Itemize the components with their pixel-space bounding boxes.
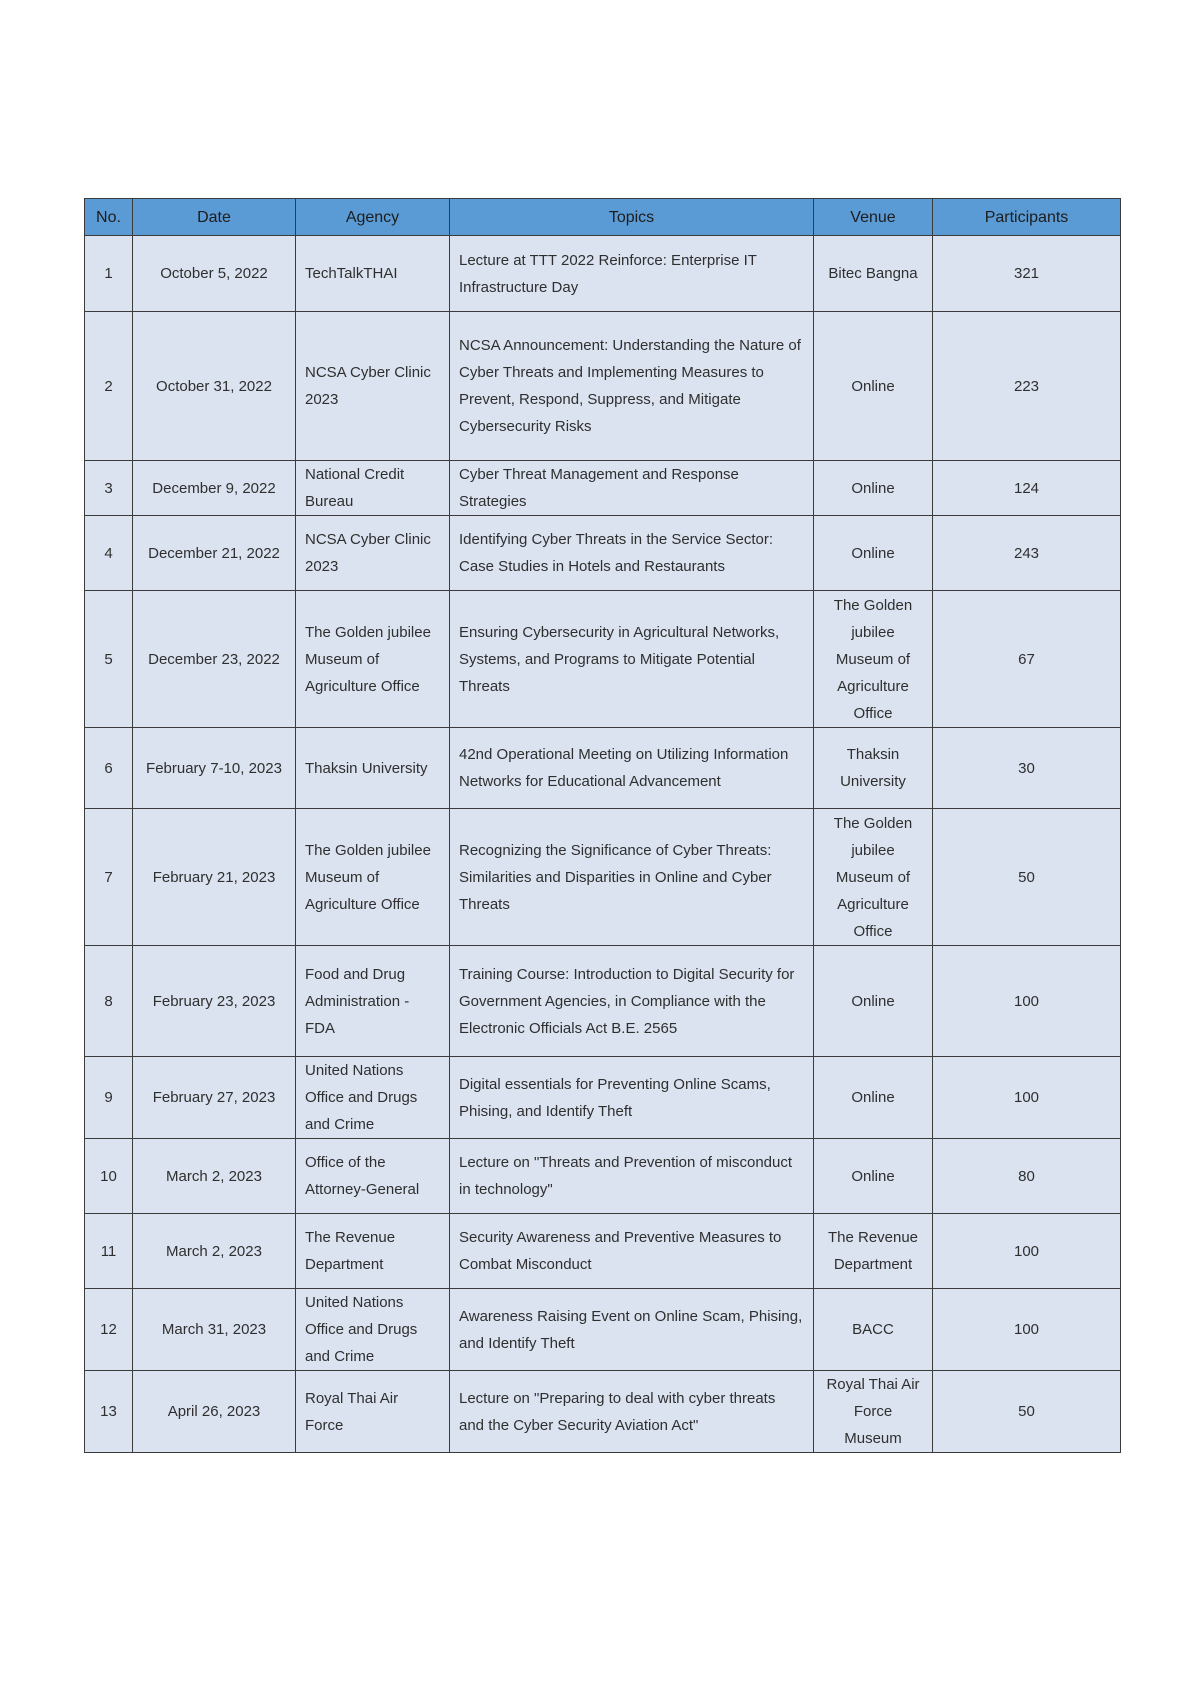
cell-topic: Training Course: Introduction to Digital Security for Government Agencies, in Compliance with the Electronic Officials Act B.E. 2565 xyxy=(450,946,814,1057)
cell-agency: Thaksin University xyxy=(296,728,450,809)
cell-participants: 243 xyxy=(933,516,1121,591)
cell-venue: The Revenue Department xyxy=(814,1214,933,1289)
cell-venue: Royal Thai Air Force Museum xyxy=(814,1371,933,1453)
cell-topic: Ensuring Cybersecurity in Agricultural Networks, Systems, and Programs to Mitigate Potential Threats xyxy=(450,591,814,728)
cell-topic: Lecture on "Preparing to deal with cyber threats and the Cyber Security Aviation Act" xyxy=(450,1371,814,1453)
cell-venue: Bitec Bangna xyxy=(814,236,933,312)
table-row xyxy=(85,236,1121,312)
cell-agency: The Golden jubilee Museum of Agriculture Office xyxy=(296,591,450,728)
cell-participants: 321 xyxy=(933,236,1121,312)
table-row xyxy=(85,1214,1121,1289)
header-no: No. xyxy=(85,199,133,236)
cell-topic: Identifying Cyber Threats in the Service Sector: Case Studies in Hotels and Restaurants xyxy=(450,516,814,591)
table-row xyxy=(85,728,1121,809)
cell-topic: 42nd Operational Meeting on Utilizing Information Networks for Educational Advancement xyxy=(450,728,814,809)
header-topics: Topics xyxy=(450,199,814,236)
cell-no: 6 xyxy=(85,728,133,809)
cell-venue: Thaksin University xyxy=(814,728,933,809)
table-row xyxy=(85,946,1121,1057)
cell-no: 12 xyxy=(85,1289,133,1371)
cell-venue: Online xyxy=(814,516,933,591)
cell-date: March 31, 2023 xyxy=(133,1289,296,1371)
table-row xyxy=(85,516,1121,591)
cell-agency: NCSA Cyber Clinic 2023 xyxy=(296,312,450,461)
cell-participants: 124 xyxy=(933,461,1121,516)
events-table xyxy=(84,198,1121,1453)
cell-date: February 27, 2023 xyxy=(133,1057,296,1139)
cell-venue: Online xyxy=(814,312,933,461)
cell-agency: United Nations Office and Drugs and Crime xyxy=(296,1289,450,1371)
cell-venue: Online xyxy=(814,461,933,516)
cell-agency: NCSA Cyber Clinic 2023 xyxy=(296,516,450,591)
cell-no: 5 xyxy=(85,591,133,728)
cell-date: February 7-10, 2023 xyxy=(133,728,296,809)
cell-no: 4 xyxy=(85,516,133,591)
cell-topic: Cyber Threat Management and Response Strategies xyxy=(450,461,814,516)
cell-topic: Lecture on "Threats and Prevention of misconduct in technology" xyxy=(450,1139,814,1214)
table-row xyxy=(85,1057,1121,1139)
cell-date: December 23, 2022 xyxy=(133,591,296,728)
cell-topic: Awareness Raising Event on Online Scam, Phising, and Identify Theft xyxy=(450,1289,814,1371)
cell-date: October 31, 2022 xyxy=(133,312,296,461)
cell-date: March 2, 2023 xyxy=(133,1214,296,1289)
cell-agency: The Revenue Department xyxy=(296,1214,450,1289)
cell-topic: Security Awareness and Preventive Measures to Combat Misconduct xyxy=(450,1214,814,1289)
cell-participants: 67 xyxy=(933,591,1121,728)
table-row xyxy=(85,1371,1121,1453)
cell-participants: 80 xyxy=(933,1139,1121,1214)
header-agency: Agency xyxy=(296,199,450,236)
cell-date: March 2, 2023 xyxy=(133,1139,296,1214)
cell-topic: Recognizing the Significance of Cyber Threats: Similarities and Disparities in Online and Cyber Threats xyxy=(450,809,814,946)
header-venue: Venue xyxy=(814,199,933,236)
table-header-row xyxy=(85,199,1121,236)
cell-participants: 100 xyxy=(933,1057,1121,1139)
cell-participants: 100 xyxy=(933,946,1121,1057)
cell-participants: 223 xyxy=(933,312,1121,461)
cell-no: 7 xyxy=(85,809,133,946)
cell-date: December 9, 2022 xyxy=(133,461,296,516)
cell-agency: United Nations Office and Drugs and Crime xyxy=(296,1057,450,1139)
cell-venue: BACC xyxy=(814,1289,933,1371)
cell-no: 3 xyxy=(85,461,133,516)
table-row xyxy=(85,312,1121,461)
cell-no: 9 xyxy=(85,1057,133,1139)
cell-date: October 5, 2022 xyxy=(133,236,296,312)
cell-topic: NCSA Announcement: Understanding the Nature of Cyber Threats and Implementing Measures to Prevent, Respond, Suppress, and Mitigate Cybersecurity Risks xyxy=(450,312,814,461)
cell-no: 13 xyxy=(85,1371,133,1453)
cell-date: December 21, 2022 xyxy=(133,516,296,591)
header-participants: Participants xyxy=(933,199,1121,236)
cell-no: 2 xyxy=(85,312,133,461)
cell-topic: Lecture at TTT 2022 Reinforce: Enterprise IT Infrastructure Day xyxy=(450,236,814,312)
cell-participants: 100 xyxy=(933,1289,1121,1371)
cell-venue: The Golden jubilee Museum of Agriculture Office xyxy=(814,809,933,946)
cell-participants: 100 xyxy=(933,1214,1121,1289)
table-row xyxy=(85,1289,1121,1371)
cell-no: 10 xyxy=(85,1139,133,1214)
cell-no: 11 xyxy=(85,1214,133,1289)
cell-participants: 30 xyxy=(933,728,1121,809)
cell-agency: National Credit Bureau xyxy=(296,461,450,516)
cell-agency: Food and Drug Administration - FDA xyxy=(296,946,450,1057)
cell-venue: The Golden jubilee Museum of Agriculture Office xyxy=(814,591,933,728)
table-row xyxy=(85,591,1121,728)
cell-agency: Office of the Attorney-General xyxy=(296,1139,450,1214)
cell-venue: Online xyxy=(814,1057,933,1139)
table-row xyxy=(85,809,1121,946)
cell-agency: TechTalkTHAI xyxy=(296,236,450,312)
table-row xyxy=(85,1139,1121,1214)
cell-no: 8 xyxy=(85,946,133,1057)
cell-participants: 50 xyxy=(933,809,1121,946)
cell-venue: Online xyxy=(814,1139,933,1214)
cell-no: 1 xyxy=(85,236,133,312)
cell-date: February 21, 2023 xyxy=(133,809,296,946)
cell-agency: Royal Thai Air Force xyxy=(296,1371,450,1453)
table-row xyxy=(85,461,1121,516)
cell-date: February 23, 2023 xyxy=(133,946,296,1057)
cell-agency: The Golden jubilee Museum of Agriculture Office xyxy=(296,809,450,946)
cell-participants: 50 xyxy=(933,1371,1121,1453)
cell-date: April 26, 2023 xyxy=(133,1371,296,1453)
cell-topic: Digital essentials for Preventing Online Scams, Phising, and Identify Theft xyxy=(450,1057,814,1139)
header-date: Date xyxy=(133,199,296,236)
cell-venue: Online xyxy=(814,946,933,1057)
